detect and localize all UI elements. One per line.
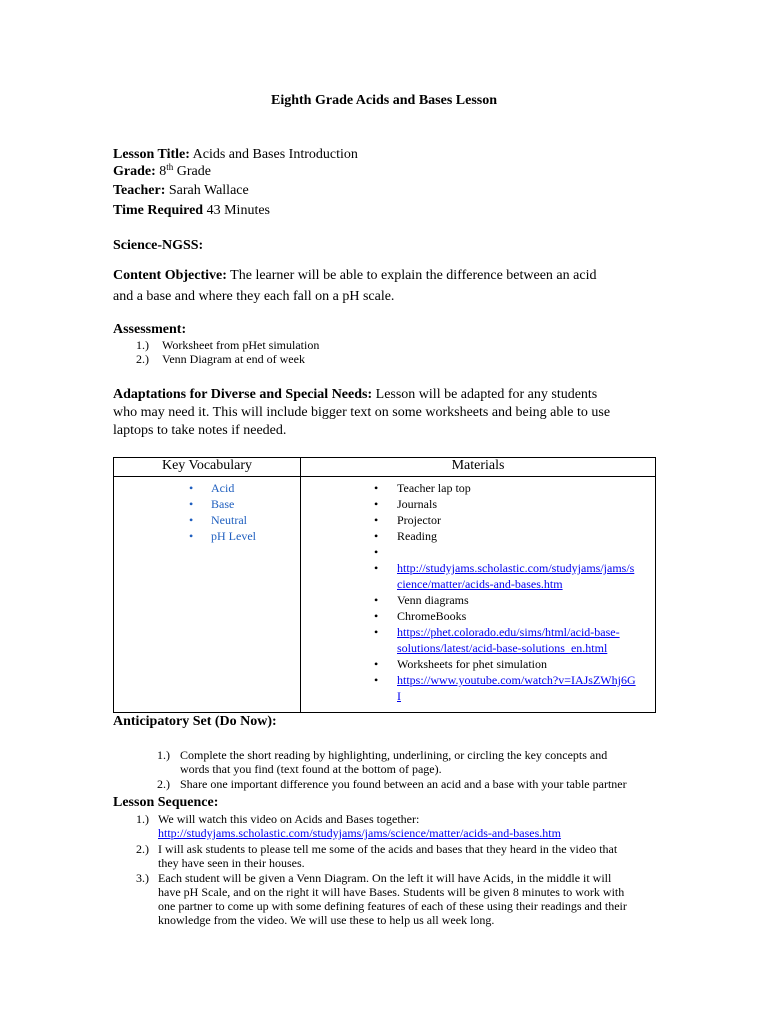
- sequence-item: 2.) I will ask students to please tell me some of the acids and bases that they heard in the video that they have seen in their houses.: [136, 842, 618, 870]
- vocabulary-item: • pH Level: [114, 528, 300, 544]
- teacher-line: [113, 182, 249, 200]
- studyjams-link[interactable]: http://studyjams.scholastic.com/studyjams/jams/s cience/matter/acids-and-bases.htm: [397, 561, 635, 591]
- phet-link[interactable]: https://phet.colorado.edu/sims/html/acid-base- solutions/latest/acid-base-solutions_en.html: [397, 625, 620, 655]
- grade-label: Grade:: [113, 164, 156, 179]
- time-required-value: 43 Minutes: [206, 203, 270, 218]
- content-objective-line2: and a base and where they each fall on a pH scale.: [113, 289, 395, 304]
- content-objective-label: Content Objective:: [113, 268, 227, 283]
- sequence-item: 3.) Each student will be given a Venn Diagram. On the left it will have Acids, in the middle it will have pH Scale, and on the right it will have Bases. Students will be given 8 minutes to work with one partner to come up with some defining features of each of these using their readings and their knowledge from the video. We will use these to help us all week long.: [136, 871, 627, 927]
- anticipatory-item: 2.) Share one important difference you found between an acid and a base with your table partner: [157, 777, 627, 791]
- grade-word: Grade: [176, 164, 211, 179]
- vocabulary-cell: [114, 477, 301, 713]
- assessment-list: [136, 338, 636, 366]
- content-objective: [113, 265, 673, 307]
- material-item: [301, 544, 655, 560]
- material-item: [301, 624, 655, 656]
- materials-list: [301, 480, 655, 704]
- material-item: • Reading: [301, 528, 655, 544]
- grade-superscript: th: [166, 162, 174, 172]
- anticipatory-set-label: Anticipatory Set (Do Now):: [113, 714, 277, 729]
- grade-line: [113, 163, 211, 181]
- key-vocabulary-header: Key Vocabulary: [114, 458, 301, 477]
- assessment-item: 1.) Worksheet from pHet simulation: [136, 338, 320, 352]
- lesson-title-label: Lesson Title:: [113, 147, 190, 162]
- material-item: [301, 560, 655, 592]
- vocabulary-item: • Base: [114, 496, 300, 512]
- adaptations-line3: laptops to take notes if needed.: [113, 423, 287, 438]
- adaptations-line2: who may need it. This will include bigger text on some worksheets and being able to use: [113, 405, 611, 420]
- material-item: • Teacher lap top: [301, 480, 655, 496]
- adaptations-label: Adaptations for Diverse and Special Needs:: [113, 387, 373, 402]
- adaptations: [113, 386, 673, 440]
- content-objective-line1: The learner will be able to explain the difference between an acid: [230, 268, 597, 283]
- vocabulary-materials-table: [113, 457, 656, 713]
- time-required-line: [113, 202, 270, 220]
- vocabulary-item: • Acid: [114, 480, 300, 496]
- lesson-sequence-label: Lesson Sequence:: [113, 795, 219, 810]
- assessment-label: Assessment:: [113, 322, 187, 337]
- anticipatory-list: [157, 748, 657, 791]
- grade-number: 8: [159, 164, 167, 179]
- lesson-title-value: Acids and Bases Introduction: [192, 147, 358, 162]
- vocabulary-item: • Neutral: [114, 512, 300, 528]
- anticipatory-item: 1.) Complete the short reading by highlighting, underlining, or circling the key concepts and words that you find (text found at the bottom of page).: [157, 748, 608, 776]
- material-item: [301, 672, 655, 704]
- time-required-label: Time Required: [113, 203, 204, 218]
- material-item: • Projector: [301, 512, 655, 528]
- materials-cell: [301, 477, 656, 713]
- adaptations-line1: Lesson will be adapted for any students: [375, 387, 598, 402]
- teacher-value: Sarah Wallace: [168, 183, 249, 198]
- materials-header: Materials: [301, 458, 656, 477]
- material-item: • Worksheets for phet simulation: [301, 656, 655, 672]
- studyjams-video-link[interactable]: http://studyjams.scholastic.com/studyjams/jams/science/matter/acids-and-bases.htm: [158, 826, 561, 840]
- sequence-item: 1.) We will watch this video on Acids and Bases together: http://studyjams.scholastic.com/studyjams/jams/science/matter/acids-and-bases.htm: [136, 812, 666, 840]
- document-title: Eighth Grade Acids and Bases Lesson: [271, 93, 497, 108]
- vocabulary-list: [114, 480, 300, 544]
- teacher-label: Teacher:: [113, 183, 166, 198]
- material-item: • ChromeBooks: [301, 608, 655, 624]
- lesson-title-line: [113, 146, 358, 164]
- material-item: • Journals: [301, 496, 655, 512]
- assessment-item: 2.) Venn Diagram at end of week: [136, 352, 305, 366]
- lesson-sequence-list: [136, 812, 666, 927]
- science-ngss-label: Science-NGSS:: [113, 238, 204, 253]
- material-item: • Venn diagrams: [301, 592, 655, 608]
- youtube-link[interactable]: https://www.youtube.com/watch?v=IAJsZWhj6G I: [397, 673, 636, 703]
